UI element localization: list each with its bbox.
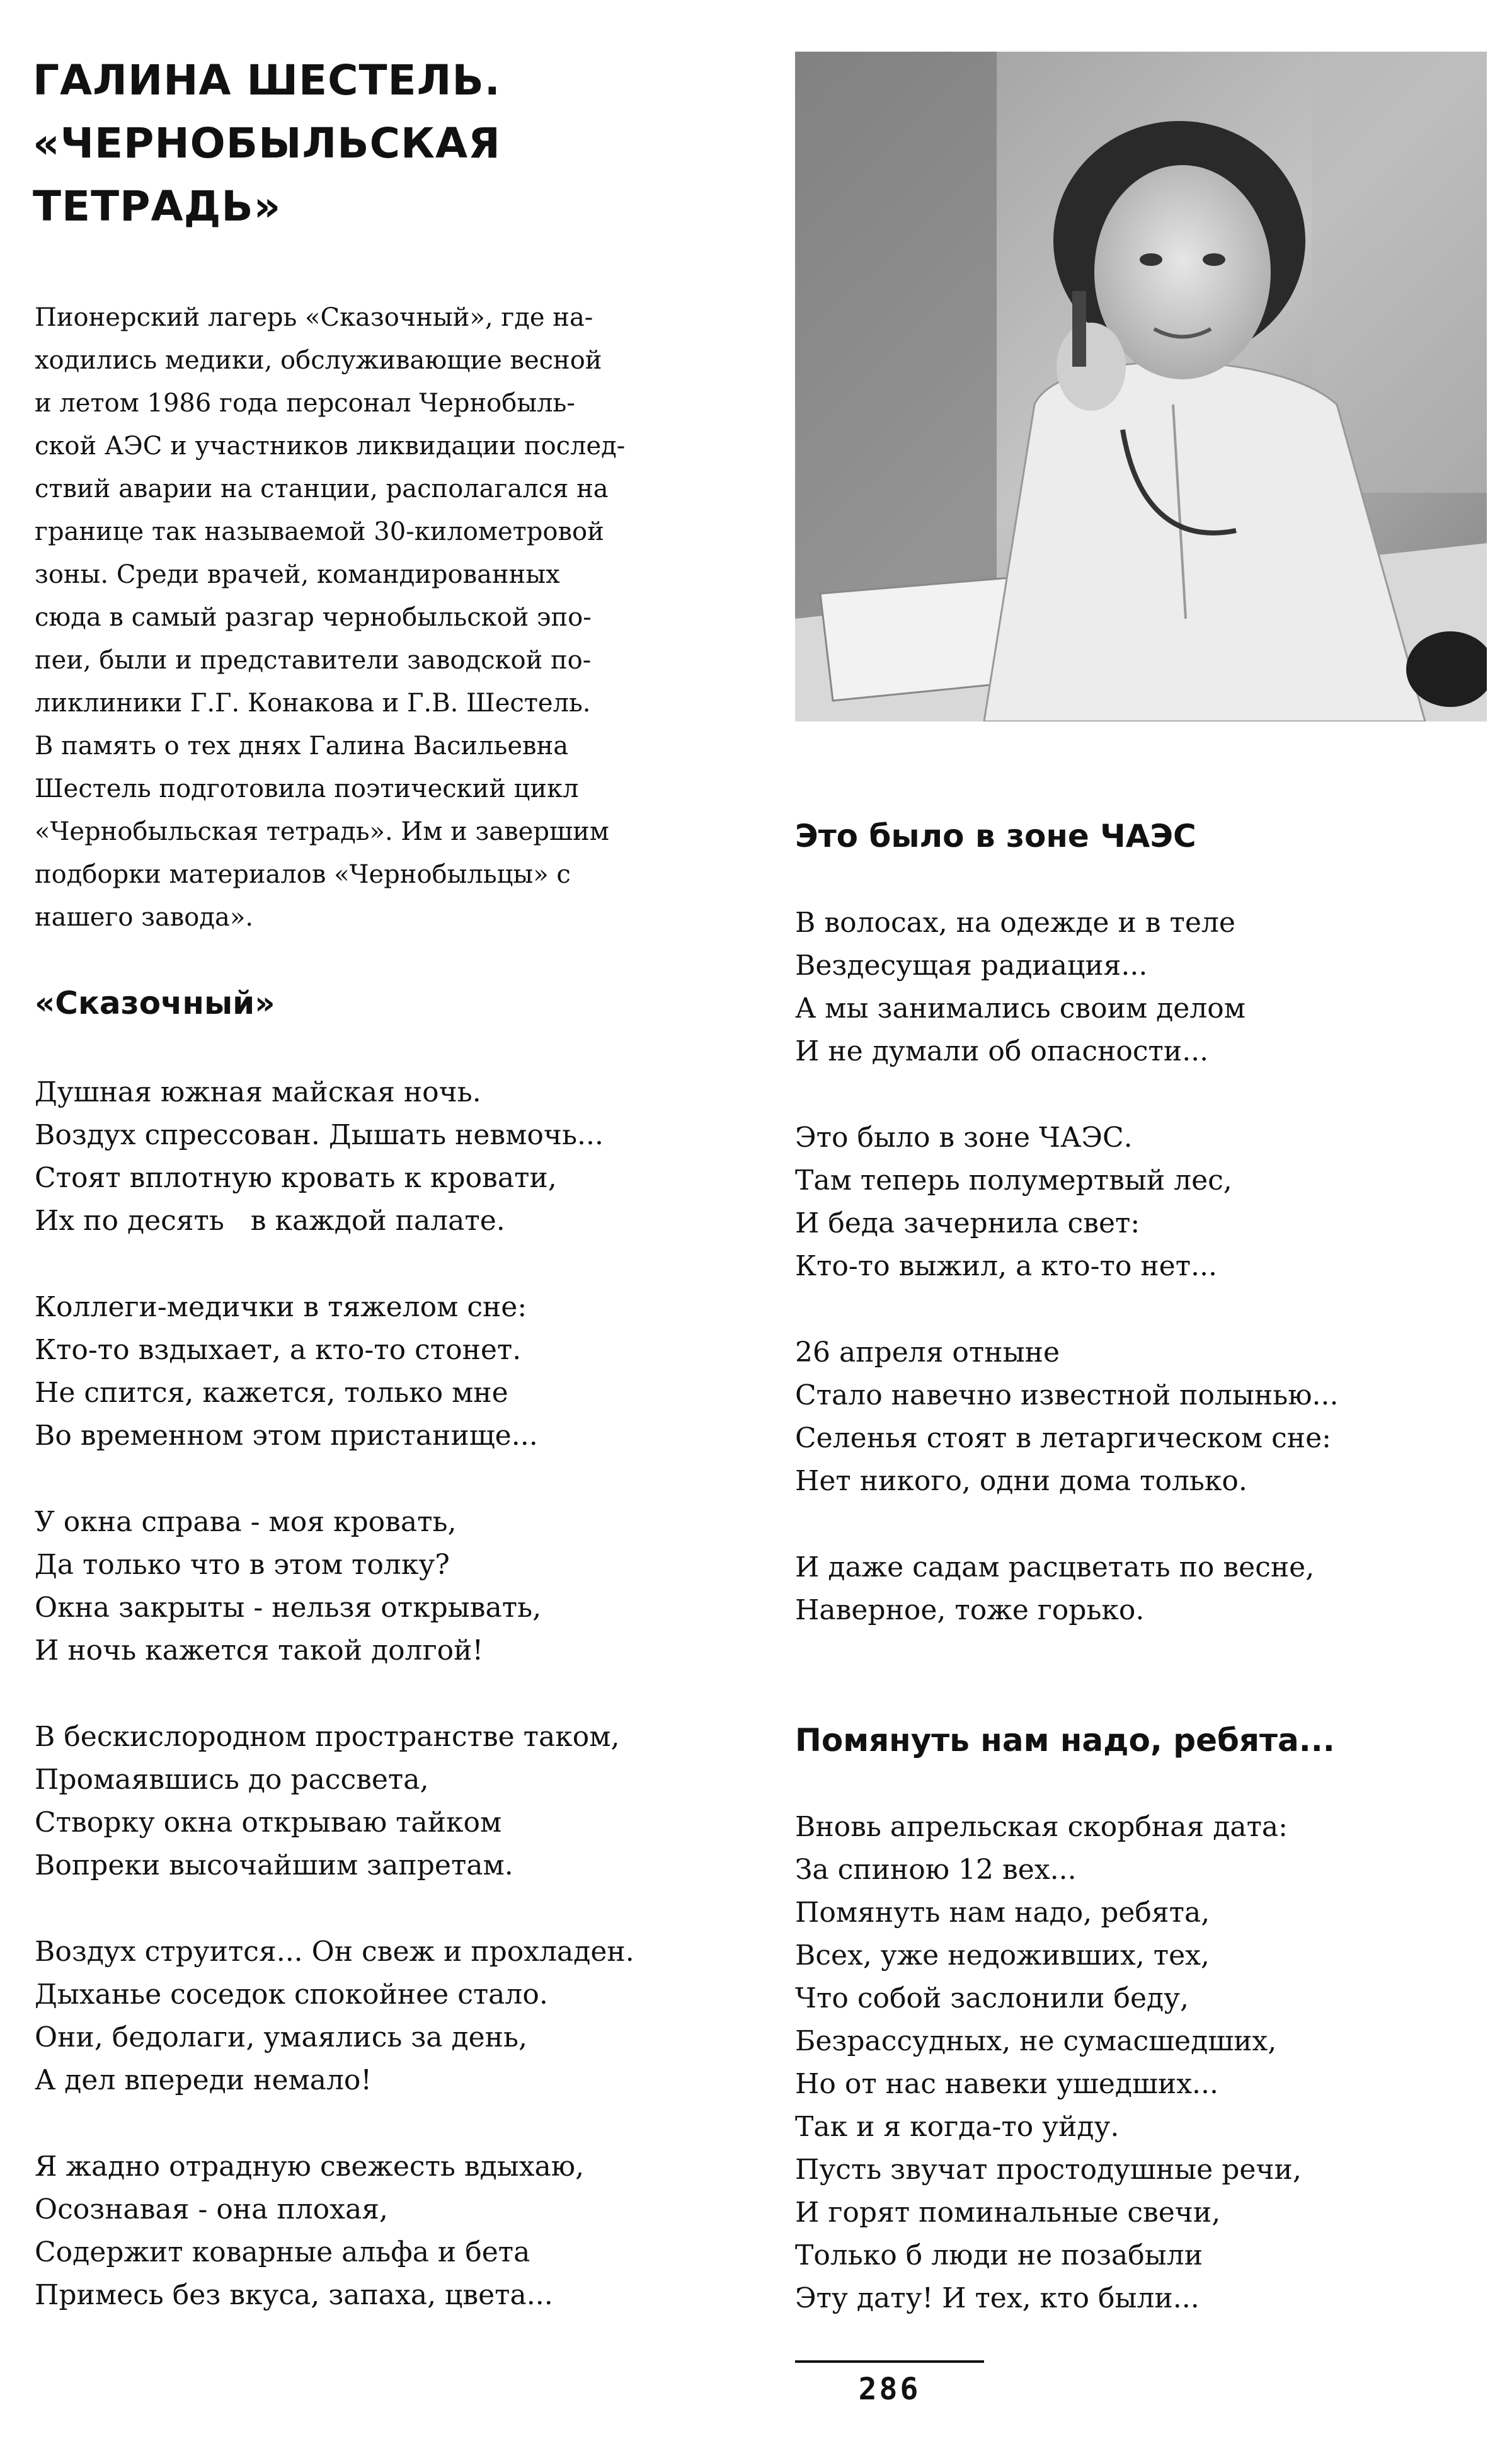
poem-line: Пусть звучат простодушные речи, (795, 2154, 1302, 2186)
intro-line: зоны. Среди врачей, командированных (35, 560, 560, 589)
poem-stanza (35, 1286, 634, 1457)
poem-title-zone: Это было в зоне ЧАЭС (795, 818, 1196, 854)
poem-zone (795, 902, 1339, 1632)
poem-line: Промаявшись до рассвета, (35, 1764, 429, 1796)
poem-line: Вопреки высочайшим запретам. (35, 1849, 513, 1881)
poem-title-pomyanut: Помянуть нам надо, ребята... (795, 1722, 1335, 1759)
intro-line: Шестель подготовила поэтический цикл (35, 774, 579, 803)
intro-line: ской АЭС и участников ликвидации послед- (35, 432, 626, 461)
poem-line: Стоят вплотную кровать к кровати, (35, 1162, 557, 1194)
article-intro (35, 296, 734, 939)
portrait-photo-graphic (795, 52, 1487, 721)
poem-line: И беда зачернила свет: (795, 1207, 1140, 1239)
poem-line: У окна справа - моя кровать, (35, 1506, 457, 1538)
poem-line: Дыханье соседок спокойнее стало. (35, 1978, 548, 2011)
poem-line: А дел впереди немало! (35, 2064, 372, 2096)
page-number: 286 (858, 2372, 921, 2407)
poem-line: А мы занимались своим делом (795, 992, 1246, 1025)
poem-line: Селенья стоят в летаргическом сне: (795, 1422, 1331, 1454)
title-line: ГАЛИНА ШЕСТЕЛЬ. (33, 56, 501, 105)
article-title (33, 49, 726, 238)
poem-line: И горят поминальные свечи, (795, 2196, 1221, 2229)
poem-line: Это было в зоне ЧАЭС. (795, 1122, 1133, 1154)
poem-stanza (795, 1331, 1339, 1503)
poem-title-skazochny: «Сказочный» (35, 985, 275, 1021)
title-line: ТЕТРАДЬ» (33, 182, 282, 231)
poem-line: В волосах, на одежде и в теле (795, 907, 1235, 939)
portrait-photo (795, 52, 1487, 721)
intro-line: подборки материалов «Чернобыльцы» с (35, 860, 571, 889)
poem-stanza (795, 1806, 1302, 2320)
intro-line: и летом 1986 года персонал Чернобыль- (35, 389, 575, 418)
poem-line: Наверное, тоже горько. (795, 1594, 1145, 1626)
poem-line: Помянуть нам надо, ребята, (795, 1897, 1210, 1929)
poem-line: Кто-то вздыхает, а кто-то стонет. (35, 1334, 522, 1366)
poem-line: Безрассудных, не сумасшедших, (795, 2025, 1277, 2057)
poem-line: И даже садам расцветать по весне, (795, 1551, 1315, 1583)
poem-line: Вновь апрельская скорбная дата: (795, 1811, 1288, 1843)
poem-stanza (35, 2145, 634, 2317)
intro-line: пеи, были и представители заводской по- (35, 646, 592, 675)
poem-line: Створку окна открываю тайком (35, 1806, 502, 1839)
poem-stanza (795, 1117, 1339, 1288)
poem-stanza (795, 1546, 1339, 1632)
poem-line: Не спится, кажется, только мне (35, 1377, 508, 1409)
poem-line: В бескислородном пространстве таком, (35, 1721, 620, 1753)
poem-line: Окна закрыты - нельзя открывать, (35, 1592, 542, 1624)
poem-line: Стало навечно известной полынью... (795, 1379, 1339, 1411)
poem-line: Осознавая - она плохая, (35, 2193, 388, 2225)
poem-line: Кто-то выжил, а кто-то нет... (795, 1250, 1217, 1282)
intro-line: ликлиники Г.Г. Конакова и Г.В. Шестель. (35, 689, 591, 718)
poem-line: Да только что в этом толку? (35, 1549, 450, 1581)
poem-line: Содержит коварные альфа и бета (35, 2236, 530, 2268)
poem-stanza (795, 902, 1339, 1073)
poem-line: Их по десять в каждой палате. (35, 1205, 505, 1237)
poem-pomyanut (795, 1806, 1302, 2320)
poem-line: Всех, уже недоживших, тех, (795, 1939, 1210, 1972)
poem-line: Там теперь полумертвый лес, (795, 1164, 1232, 1197)
footer-divider (795, 2360, 984, 2363)
poem-line: Нет никого, одни дома только. (795, 1465, 1247, 1497)
poem-skazochny (35, 1071, 634, 2317)
poem-stanza (35, 1071, 634, 1243)
poem-line: Я жадно отрадную свежесть вдыхаю, (35, 2150, 585, 2183)
intro-line: нашего завода». (35, 903, 254, 932)
poem-line: Душная южная майская ночь. (35, 1076, 481, 1108)
intro-line: ствий аварии на станции, располагался на (35, 474, 609, 503)
poem-line: Но от нас навеки ушедших... (795, 2068, 1218, 2100)
poem-line: Коллеги-медички в тяжелом сне: (35, 1291, 527, 1323)
intro-line: «Чернобыльская тетрадь». Им и завершим (35, 817, 609, 846)
poem-stanza (35, 1716, 634, 1887)
poem-line: Воздух струится... Он свеж и прохладен. (35, 1936, 634, 1968)
poem-line: Примесь без вкуса, запаха, цвета... (35, 2279, 553, 2311)
poem-line: 26 апреля отныне (795, 1336, 1060, 1369)
poem-stanza (35, 1501, 634, 1672)
poem-line: Вездесущая радиация... (795, 950, 1148, 982)
poem-line: Эту дату! И тех, кто были... (795, 2282, 1200, 2314)
intro-line: границе так называемой 30-километровой (35, 517, 604, 546)
intro-line: сюда в самый разгар чернобыльской эпо- (35, 603, 592, 632)
poem-stanza (35, 1931, 634, 2102)
poem-line: За спиною 12 вех... (795, 1854, 1077, 1886)
intro-line: ходились медики, обслуживающие весной (35, 346, 602, 375)
poem-line: Что собой заслонили беду, (795, 1982, 1189, 2014)
poem-line: Они, бедолаги, умаялись за день, (35, 2021, 527, 2053)
poem-line: И не думали об опасности... (795, 1035, 1209, 1067)
poem-line: Воздух спрессован. Дышать невмочь... (35, 1119, 604, 1151)
poem-line: Так и я когда-то уйду. (795, 2111, 1120, 2143)
intro-line: В память о тех днях Галина Васильевна (35, 732, 569, 761)
title-line: «ЧЕРНОБЫЛЬСКАЯ (33, 119, 501, 168)
poem-line: И ночь кажется такой долгой! (35, 1634, 484, 1667)
poem-line: Во временном этом пристанище... (35, 1420, 538, 1452)
intro-line: Пионерский лагерь «Сказочный», где на- (35, 303, 593, 332)
poem-line: Только б люди не позабыли (795, 2239, 1203, 2271)
